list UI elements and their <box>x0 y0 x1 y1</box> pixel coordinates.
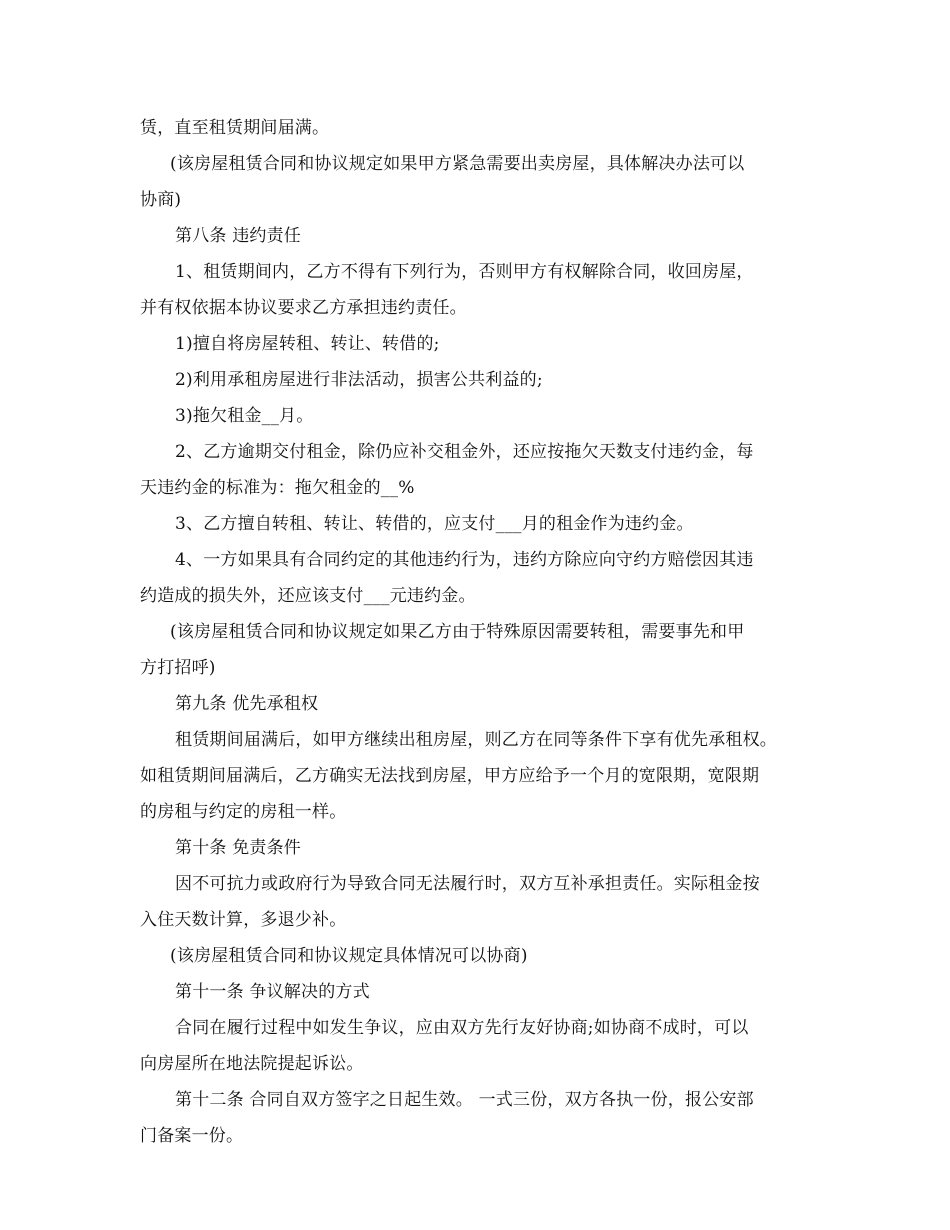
text-line: (该房屋租赁合同和协议规定如果甲方紧急需要出卖房屋，具体解决办法可以 <box>170 154 745 174</box>
text-line: 2)利用承租房屋进行非法活动，损害公共利益的; <box>175 370 543 390</box>
text-line: 约造成的损失外，还应该支付___元违约金。 <box>140 586 476 606</box>
text-line: (该房屋租赁合同和协议规定如果乙方由于特殊原因需要转租，需要事先和甲 <box>170 622 745 642</box>
text-line: 门备案一份。 <box>140 1126 244 1146</box>
text-line: 并有权依据本协议要求乙方承担违约责任。 <box>140 298 467 318</box>
text-line: 合同在履行过程中如发生争议，应由双方先行友好协商;如协商不成时，可以 <box>175 1018 749 1038</box>
text-line: 方打招呼) <box>140 658 216 678</box>
text-line: 天违约金的标准为：拖欠租金的__% <box>140 478 415 498</box>
text-line: 3、乙方擅自转租、转让、转借的，应支付___月的租金作为违约金。 <box>175 514 694 534</box>
text-line: 第十二条 合同自双方签字之日起生效。 一式三份，双方各执一份，报公安部 <box>175 1090 754 1110</box>
text-line: 的房租与约定的房租一样。 <box>140 802 347 822</box>
text-line: (该房屋租赁合同和协议规定具体情况可以协商) <box>170 946 528 966</box>
text-line: 入住天数计算，多退少补。 <box>140 910 347 930</box>
text-line: 如租赁期间届满后，乙方确实无法找到房屋，甲方应给予一个月的宽限期，宽限期 <box>140 766 760 786</box>
text-line: 协商) <box>140 190 182 210</box>
text-line: 1)擅自将房屋转租、转让、转借的; <box>175 334 440 354</box>
text-line: 4、一方如果具有合同约定的其他违约行为，违约方除应向守约方赔偿因其违 <box>175 550 754 570</box>
text-line: 2、乙方逾期交付租金，除仍应补交租金外，还应按拖欠天数支付违约金，每 <box>175 442 754 462</box>
text-line: 向房屋所在地法院提起诉讼。 <box>140 1054 364 1074</box>
text-line: 租赁期间届满后，如甲方继续出租房屋，则乙方在同等条件下享有优先承租权。 <box>175 730 777 750</box>
text-line: 赁，直至租赁期间届满。 <box>140 118 330 138</box>
section-heading: 第八条 违约责任 <box>175 226 302 246</box>
section-heading: 第九条 优先承租权 <box>175 694 319 714</box>
section-heading: 第十一条 争议解决的方式 <box>175 982 370 1002</box>
section-heading: 第十条 免责条件 <box>175 838 302 858</box>
text-line: 3)拖欠租金__月。 <box>175 406 314 426</box>
text-line: 1、租赁期间内，乙方不得有下列行为，否则甲方有权解除合同，收回房屋， <box>175 262 754 282</box>
text-line: 因不可抗力或政府行为导致合同无法履行时，双方互补承担责任。实际租金按 <box>175 874 760 894</box>
